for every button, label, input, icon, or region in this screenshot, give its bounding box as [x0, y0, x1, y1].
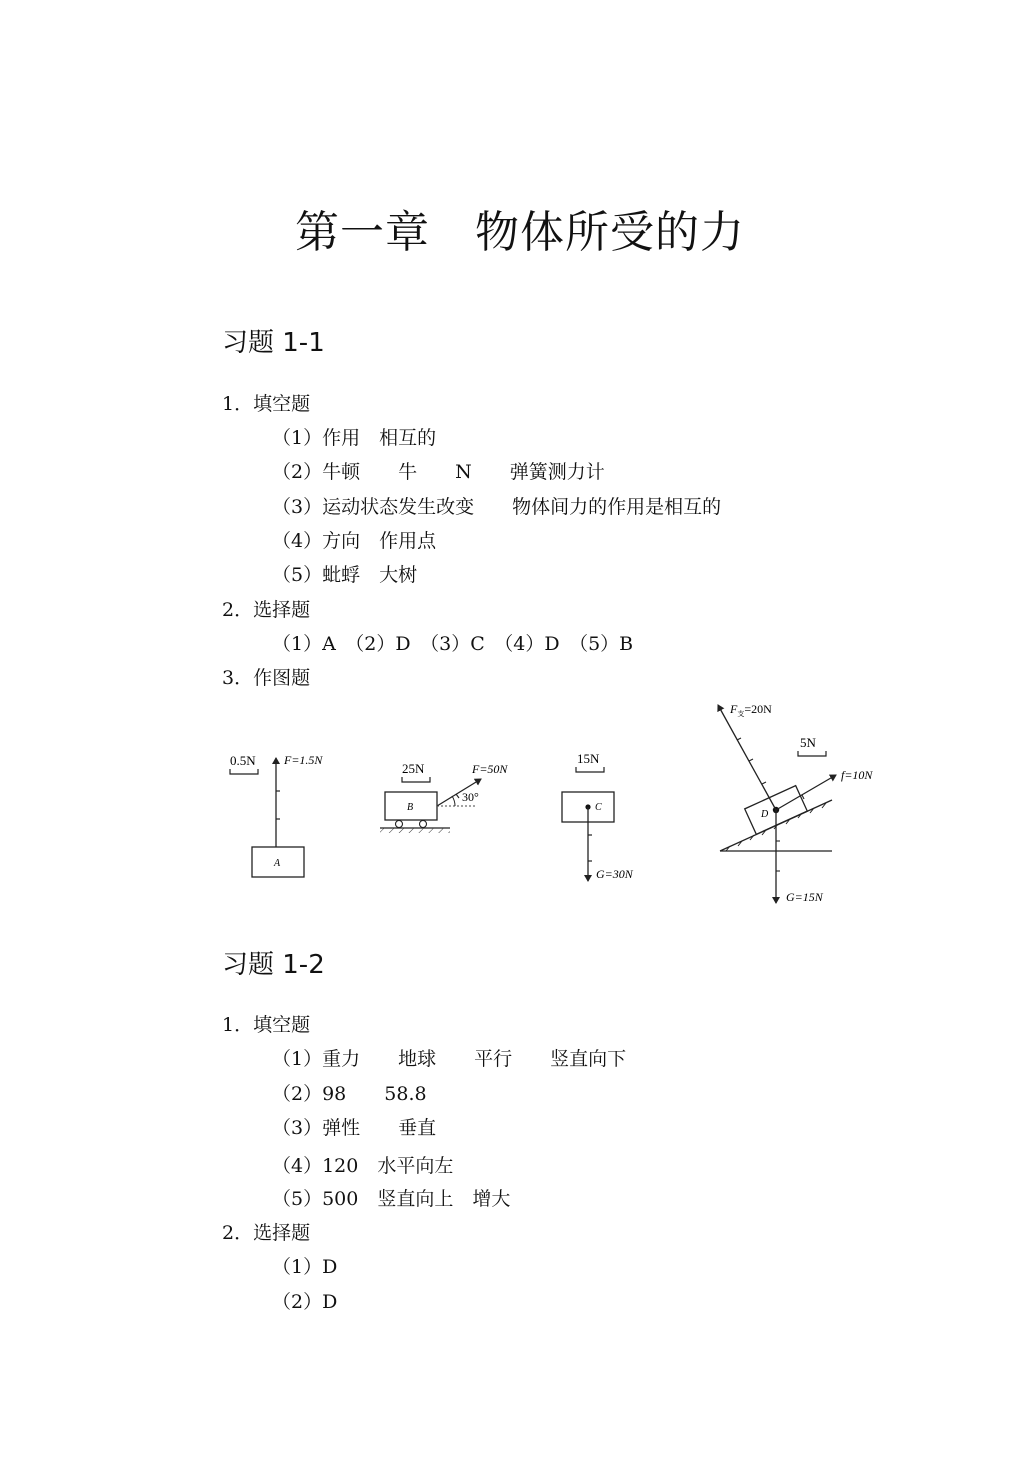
- answer-line: （2）98 58.8: [272, 1083, 427, 1105]
- scale-bar-a: [230, 769, 258, 774]
- scale-bar-d: [798, 751, 826, 756]
- ground-hatch-b: [380, 828, 450, 833]
- tick-d: [802, 795, 804, 799]
- question-heading: 1．填空题: [222, 393, 311, 415]
- answer-line: （3）运动状态发生改变 物体间力的作用是相互的: [272, 496, 722, 518]
- angle-arc-b: [452, 796, 455, 806]
- answer-line: （5）500 竖直向上 增大: [272, 1188, 511, 1210]
- question-heading: 2．选择题: [222, 599, 311, 621]
- scale-label-c: 15N: [577, 751, 600, 766]
- answer-line: （3）弹性 垂直: [272, 1117, 437, 1139]
- tick-d: [762, 782, 766, 784]
- scale-bar-b: [402, 777, 430, 782]
- answer-line: （2）牛顿 牛 N 弹簧测力计: [272, 461, 605, 483]
- block-label-a: A: [274, 858, 281, 869]
- diagram-d: [718, 702, 873, 904]
- answer-line: （1）作用 相互的: [272, 427, 437, 449]
- scale-label-d: 5N: [800, 735, 816, 750]
- friction-arrow-d: [776, 775, 836, 810]
- wheel-icon: [396, 821, 403, 828]
- diagram-c: [562, 751, 634, 881]
- friction-label-d: f=10N: [841, 768, 873, 782]
- section-title-1-1: 习题 1-1: [222, 328, 325, 358]
- section-title-1-2: 习题 1-2: [222, 950, 325, 980]
- question-heading: 2．选择题: [222, 1222, 311, 1244]
- force-label-a: F=1.5N: [284, 753, 323, 767]
- answer-line: （4）方向 作用点: [272, 530, 437, 552]
- answer-line: （4）120 水平向左: [272, 1155, 454, 1177]
- answer-line: （1）A （2）D （3）C （4）D （5）B: [272, 633, 634, 655]
- diagram-b: [380, 761, 508, 833]
- scale-label-a: 0.5N: [230, 753, 256, 768]
- force-label-b: F=50N: [472, 762, 508, 776]
- block-label-c: C: [595, 802, 602, 813]
- block-label-d: D: [761, 809, 769, 820]
- wheel-icon: [420, 821, 427, 828]
- answer-line: （1）重力 地球 平行 竖直向下: [272, 1048, 627, 1070]
- diagram-a: [230, 753, 323, 877]
- support-label-d: $F_支=20N$: [730, 702, 772, 718]
- scale-label-b: 25N: [402, 761, 425, 776]
- question-heading: 3．作图题: [222, 667, 311, 689]
- gravity-label-d: G=15N: [786, 890, 823, 904]
- block-label-b: B: [407, 802, 414, 813]
- angle-label-b: 30°: [462, 790, 479, 804]
- tick-d: [749, 759, 753, 761]
- scale-bar-c: [576, 767, 604, 772]
- tick-b: [456, 794, 459, 798]
- answer-line: （1）D: [272, 1256, 338, 1278]
- question-heading: 1．填空题: [222, 1014, 311, 1036]
- chapter-title: 第一章 物体所受的力: [295, 207, 745, 258]
- answer-line: （2）D: [272, 1291, 338, 1313]
- answer-line: （5）蚍蜉 大树: [272, 564, 418, 586]
- tick-d: [737, 738, 741, 740]
- force-label-c: G=30N: [596, 867, 633, 881]
- force-diagrams: [210, 695, 910, 915]
- support-arrow-d: [718, 705, 776, 810]
